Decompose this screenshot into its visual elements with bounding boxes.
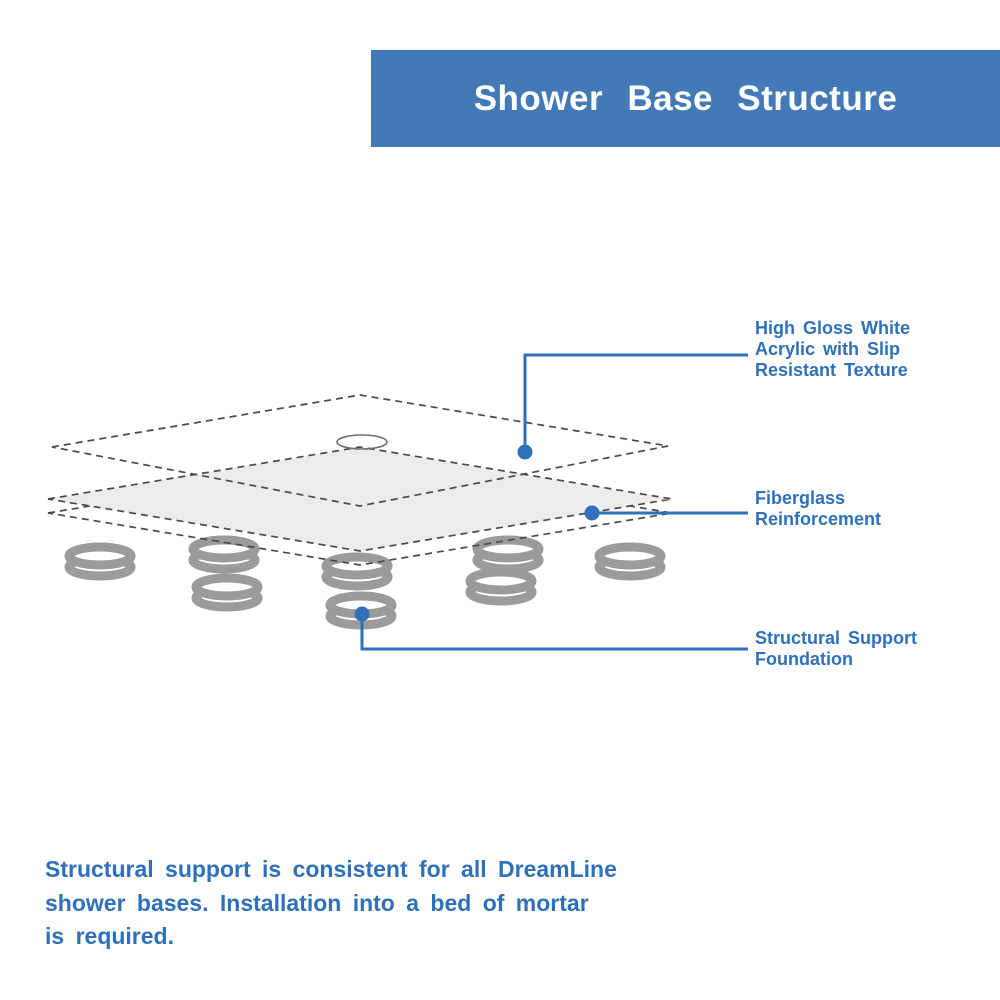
callout-fiberglass-label xyxy=(755,488,881,530)
slab-top-face xyxy=(48,447,672,551)
footer-line: is required. xyxy=(45,923,174,949)
acrylic-connector xyxy=(518,355,749,460)
foundation-connector xyxy=(355,607,749,650)
callout-line: Foundation xyxy=(755,649,853,669)
callout-line: Structural Support xyxy=(755,628,918,648)
support-ring xyxy=(193,540,255,569)
callout-line: Fiberglass xyxy=(755,488,846,508)
footer-note xyxy=(45,853,745,954)
callout-line: Reinforcement xyxy=(755,509,882,529)
callout-line: Resistant Texture xyxy=(755,360,908,380)
callout-foundation-label xyxy=(755,628,917,670)
support-ring xyxy=(470,572,532,601)
footer-line: shower bases. Installation into a bed of mortar xyxy=(45,889,589,916)
footer-line: Structural support is consistent for all DreamLine xyxy=(45,856,617,882)
support-ring xyxy=(196,578,258,607)
callout-line: High Gloss White xyxy=(755,318,911,338)
support-ring xyxy=(69,547,131,576)
callout-acrylic-label xyxy=(755,318,910,381)
support-ring xyxy=(599,547,661,576)
page-title: Shower Base Structure xyxy=(473,78,898,118)
callout-line: Acrylic with Slip xyxy=(755,339,901,359)
